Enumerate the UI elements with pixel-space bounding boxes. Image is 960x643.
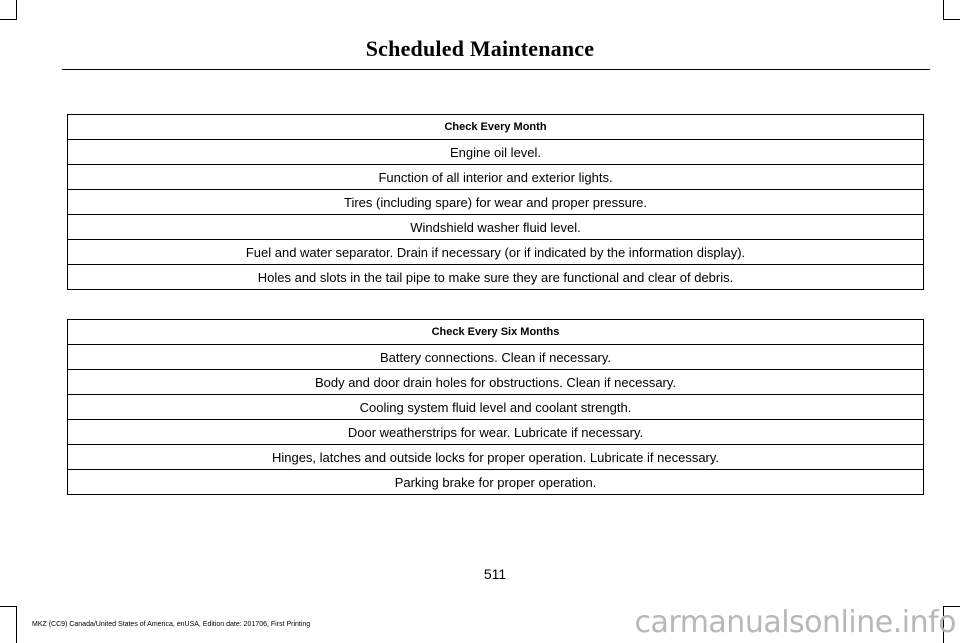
table-header-row bbox=[68, 320, 924, 345]
table-row bbox=[68, 215, 924, 240]
table-cell: Holes and slots in the tail pipe to make sure they are functional and clear of debris. bbox=[68, 265, 924, 290]
six-month-checks-table bbox=[67, 319, 924, 495]
crop-mark-bottom-left-h bbox=[0, 606, 17, 607]
crop-mark-bottom-left-v bbox=[16, 606, 17, 643]
crop-mark-top-right-v bbox=[943, 0, 944, 20]
table-row bbox=[68, 470, 924, 495]
table-row bbox=[68, 445, 924, 470]
table-row bbox=[68, 240, 924, 265]
table-cell: Windshield washer fluid level. bbox=[68, 215, 924, 240]
table-heading: Check Every Six Months bbox=[68, 320, 924, 345]
monthly-checks-table bbox=[67, 114, 924, 290]
table-cell: Cooling system fluid level and coolant strength. bbox=[68, 395, 924, 420]
table-cell: Engine oil level. bbox=[68, 140, 924, 165]
crop-mark-top-left-h bbox=[0, 19, 17, 20]
table-heading: Check Every Month bbox=[68, 115, 924, 140]
edition-footer: MKZ (CC9) Canada/United States of America, enUSA, Edition date: 201706, First Printing bbox=[32, 621, 311, 628]
watermark: carmanualsonline.info bbox=[634, 605, 956, 640]
table-cell: Fuel and water separator. Drain if necessary (or if indicated by the information display). bbox=[68, 240, 924, 265]
crop-mark-top-left-v bbox=[16, 0, 17, 20]
table-row bbox=[68, 370, 924, 395]
page-title: Scheduled Maintenance bbox=[365, 36, 595, 61]
table-cell: Battery connections. Clean if necessary. bbox=[68, 345, 924, 370]
title-rule bbox=[62, 69, 930, 70]
table-row bbox=[68, 165, 924, 190]
table-cell: Door weatherstrips for wear. Lubricate if necessary. bbox=[68, 420, 924, 445]
table-cell: Parking brake for proper operation. bbox=[68, 470, 924, 495]
table-cell: Tires (including spare) for wear and proper pressure. bbox=[68, 190, 924, 215]
page-number: 511 bbox=[483, 566, 507, 582]
table-header-row bbox=[68, 115, 924, 140]
table-cell: Function of all interior and exterior lights. bbox=[68, 165, 924, 190]
table-row bbox=[68, 265, 924, 290]
table-row bbox=[68, 395, 924, 420]
table-row bbox=[68, 345, 924, 370]
table-cell: Body and door drain holes for obstructions. Clean if necessary. bbox=[68, 370, 924, 395]
crop-mark-top-right-h bbox=[943, 19, 960, 20]
table-row bbox=[68, 140, 924, 165]
table-row bbox=[68, 420, 924, 445]
table-cell: Hinges, latches and outside locks for proper operation. Lubricate if necessary. bbox=[68, 445, 924, 470]
table-row bbox=[68, 190, 924, 215]
